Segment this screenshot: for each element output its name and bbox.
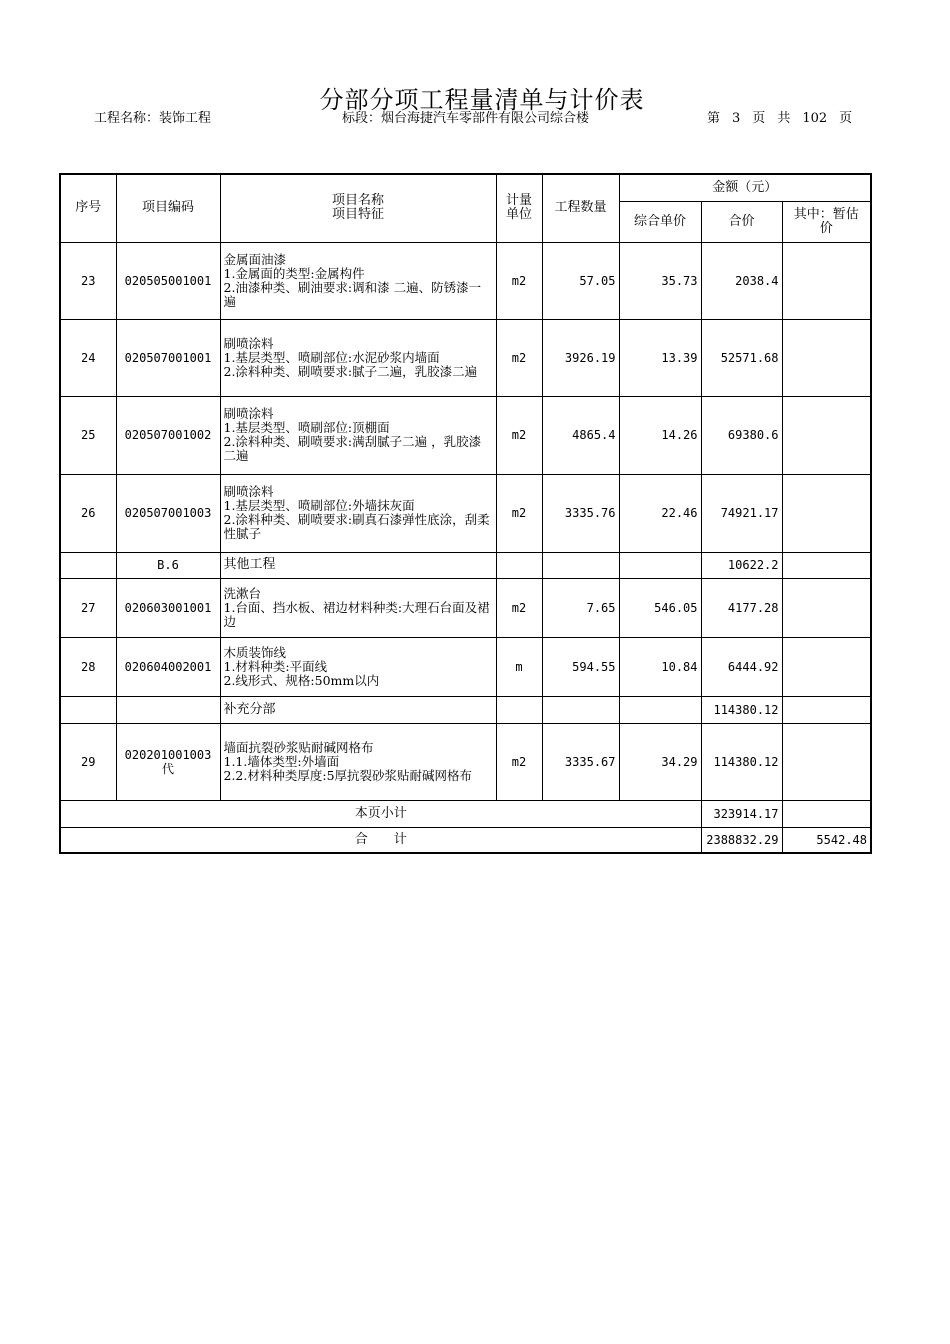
header-amount-group: 金额（元） — [619, 174, 871, 201]
row-index: 28 — [60, 637, 116, 696]
row-unit: m2 — [496, 578, 542, 637]
row-quantity: 3926.19 — [542, 319, 619, 396]
header-total-price: 合价 — [701, 201, 782, 242]
row-total: 74921.17 — [701, 474, 782, 552]
desc-line: 金属面油漆 — [223, 251, 287, 267]
desc-line: 刷喷涂料 — [223, 335, 274, 351]
section-row-b6 — [60, 552, 871, 578]
section-row-extra — [60, 696, 871, 723]
row-quantity: 57.05 — [542, 242, 619, 319]
row-description — [220, 396, 496, 474]
section-index — [60, 552, 116, 578]
section-unit — [496, 552, 542, 578]
section-unit-price — [619, 552, 701, 578]
row-unit-price: 35.73 — [619, 242, 701, 319]
section-name: 其他工程 — [220, 552, 496, 578]
row-index: 29 — [60, 723, 116, 800]
row-provisional — [782, 578, 871, 637]
grand-total-label: 合 计 — [60, 827, 701, 853]
row-description — [220, 242, 496, 319]
row-provisional — [782, 723, 871, 800]
section-unit — [496, 696, 542, 723]
table-row — [60, 578, 871, 637]
row-unit-price: 546.05 — [619, 578, 701, 637]
page-prefix: 第 — [707, 111, 721, 126]
desc-line: 1.基层类型、喷刷部位:顶棚面 — [223, 420, 390, 435]
row-code: 020507001003 — [116, 474, 220, 552]
row-unit-price: 13.39 — [619, 319, 701, 396]
row-provisional — [782, 319, 871, 396]
row-provisional — [782, 396, 871, 474]
page-title: 分部分项工程量清单与计价表 — [319, 86, 645, 114]
header-provisional-line1: 其中：暂估 — [793, 206, 859, 222]
grand-total-row — [60, 827, 871, 853]
row-total: 114380.12 — [701, 723, 782, 800]
row-code: 020507001001 — [116, 319, 220, 396]
project-name: 工程名称：装饰工程 — [94, 111, 212, 126]
row-total: 4177.28 — [701, 578, 782, 637]
desc-line: 1.金属面的类型:金属构件 — [223, 265, 365, 281]
section-code: B.6 — [116, 552, 220, 578]
page-suffix: 页 — [839, 111, 853, 126]
row-unit: m2 — [496, 723, 542, 800]
desc-line: 1.1.墙体类型:外墙面 — [223, 753, 340, 769]
row-total: 2038.4 — [701, 242, 782, 319]
row-unit-price: 22.46 — [619, 474, 701, 552]
row-total: 52571.68 — [701, 319, 782, 396]
row-index: 26 — [60, 474, 116, 552]
row-provisional — [782, 637, 871, 696]
header-unit-line1: 计量 — [505, 193, 532, 209]
row-unit: m2 — [496, 319, 542, 396]
page-subtotal-label: 本页小计 — [60, 800, 701, 827]
section-quantity — [542, 552, 619, 578]
desc-line: 1.材料种类:平面线 — [223, 658, 328, 674]
grand-total-provisional: 5542.48 — [782, 827, 871, 853]
row-total: 69380.6 — [701, 396, 782, 474]
section-code — [116, 696, 220, 723]
desc-line: 洗漱台 — [223, 585, 262, 601]
row-description — [220, 319, 496, 396]
row-total: 6444.92 — [701, 637, 782, 696]
header-unit — [496, 174, 542, 242]
section-total: 10622.2 — [701, 552, 782, 578]
table-row — [60, 637, 871, 696]
desc-line: 2.涂料种类、刷喷要求:腻子二遍，乳胶漆二遍 — [223, 363, 478, 379]
page-total: 102 — [802, 111, 828, 126]
desc-line: 2.线形式、规格:50mm以内 — [223, 672, 380, 688]
header-unit-price: 综合单价 — [619, 201, 701, 242]
table-row — [60, 242, 871, 319]
desc-line: 1.基层类型、喷刷部位:水泥砂浆内墙面 — [223, 349, 440, 365]
row-code: 020505001001 — [116, 242, 220, 319]
section-index — [60, 696, 116, 723]
row-index: 25 — [60, 396, 116, 474]
row-description — [220, 723, 496, 800]
header-unit-line2: 单位 — [505, 207, 532, 223]
header-provisional-line2: 价 — [819, 220, 833, 236]
row-code: 020604002001 — [116, 637, 220, 696]
row-unit-price: 34.29 — [619, 723, 701, 800]
row-description — [220, 637, 496, 696]
row-code-line2: 代 — [161, 761, 174, 776]
row-description — [220, 474, 496, 552]
section-total: 114380.12 — [701, 696, 782, 723]
row-quantity: 7.65 — [542, 578, 619, 637]
header-name — [220, 174, 496, 242]
row-unit: m2 — [496, 242, 542, 319]
desc-line: 2.油漆种类、刷油要求:调和漆 二遍、防锈漆一遍 — [223, 279, 482, 309]
header-code: 项目编码 — [116, 174, 220, 242]
table-row — [60, 396, 871, 474]
bill-table — [59, 173, 872, 854]
row-code: 020507001002 — [116, 396, 220, 474]
header-quantity: 工程数量 — [542, 174, 619, 242]
row-provisional — [782, 242, 871, 319]
row-code-line1: 020201001003 — [124, 747, 212, 762]
desc-line: 刷喷涂料 — [223, 406, 274, 421]
row-index: 24 — [60, 319, 116, 396]
row-provisional — [782, 474, 871, 552]
row-unit: m — [496, 637, 542, 696]
section-quantity — [542, 696, 619, 723]
header-name-line2: 项目特征 — [331, 207, 384, 223]
row-unit-price: 10.84 — [619, 637, 701, 696]
desc-line: 木质装饰线 — [223, 644, 287, 660]
header-provisional — [782, 201, 871, 242]
page-indicator — [707, 107, 852, 126]
page-subtotal-provisional — [782, 800, 871, 827]
section-name: 标段：烟台海捷汽车零部件有限公司综合楼 — [342, 111, 590, 126]
table-row — [60, 723, 871, 800]
row-index: 23 — [60, 242, 116, 319]
desc-line: 1.台面、挡水板、裙边材料种类:大理石台面及裙边 — [223, 599, 490, 629]
page-mid: 页 — [752, 111, 766, 126]
section-unit-price — [619, 696, 701, 723]
desc-line: 刷喷涂料 — [223, 484, 274, 499]
page-total-prefix: 共 — [777, 111, 791, 126]
section-provisional — [782, 552, 871, 578]
row-quantity: 4865.4 — [542, 396, 619, 474]
page-subtotal-value: 323914.17 — [701, 800, 782, 827]
row-code — [116, 723, 220, 800]
row-quantity: 3335.76 — [542, 474, 619, 552]
header-row-1 — [60, 174, 871, 201]
row-description — [220, 578, 496, 637]
row-unit: m2 — [496, 474, 542, 552]
table-row — [60, 319, 871, 396]
desc-line: 2.2.材料种类厚度:5厚抗裂砂浆贴耐碱网格布 — [223, 767, 473, 783]
row-unit: m2 — [496, 396, 542, 474]
row-index: 27 — [60, 578, 116, 637]
grand-total-value: 2388832.29 — [701, 827, 782, 853]
section-provisional — [782, 696, 871, 723]
row-unit-price: 14.26 — [619, 396, 701, 474]
row-code: 020603001001 — [116, 578, 220, 637]
page-current: 3 — [732, 111, 741, 126]
row-quantity: 3335.67 — [542, 723, 619, 800]
desc-line: 墙面抗裂砂浆贴耐碱网格布 — [223, 739, 374, 755]
page-subtotal-row — [60, 800, 871, 827]
desc-line: 2.涂料种类、刷喷要求:刷真石漆弹性底涂，刮柔性腻子 — [223, 512, 490, 541]
desc-line: 2.涂料种类、刷喷要求:满刮腻子二遍 ，乳胶漆二遍 — [223, 434, 482, 463]
header-name-line1: 项目名称 — [331, 193, 384, 209]
section-name: 补充分部 — [220, 696, 496, 723]
table-row — [60, 474, 871, 552]
desc-line: 1.基层类型、喷刷部位:外墙抹灰面 — [223, 498, 415, 513]
header-index: 序号 — [60, 174, 116, 242]
row-quantity: 594.55 — [542, 637, 619, 696]
